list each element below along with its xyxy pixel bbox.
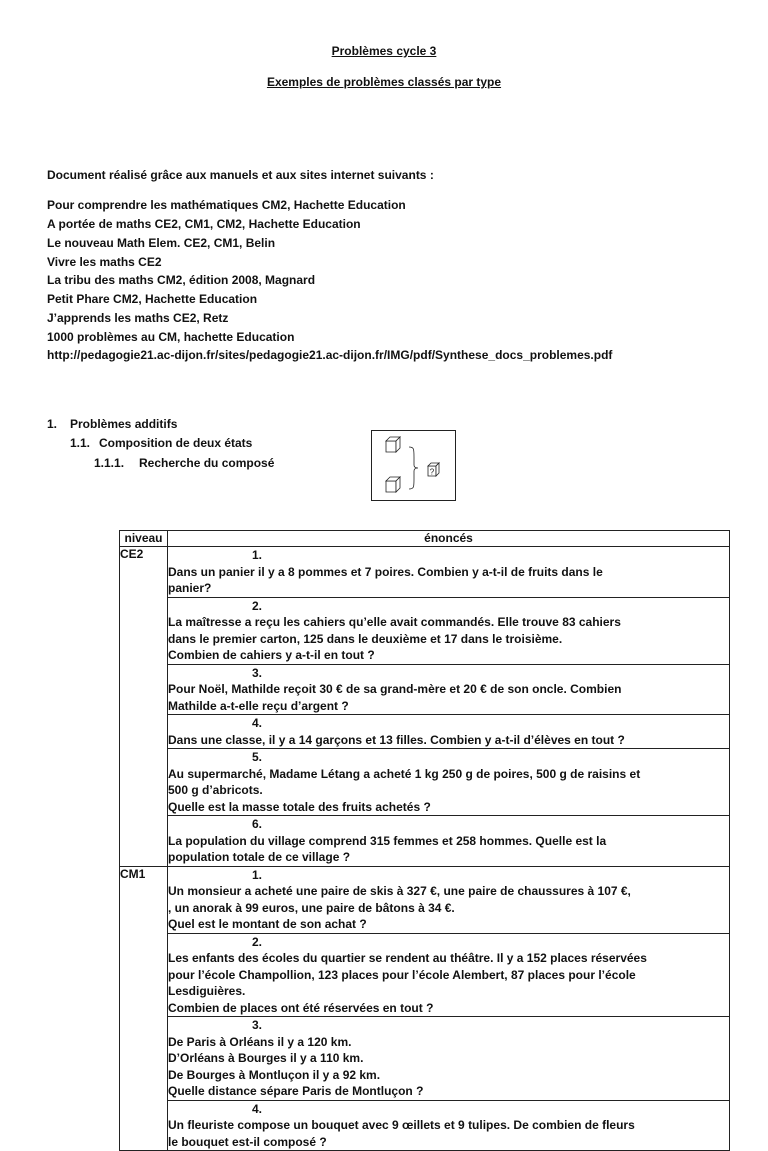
problem-number: 4. (251, 716, 262, 730)
table-row (120, 749, 730, 816)
heading-number: 1.1.1. (94, 456, 125, 470)
table-row (120, 715, 730, 749)
sources-intro: Document réalisé grâce aux manuels et aux sites internet suivants : (47, 168, 434, 182)
table-row (120, 866, 730, 933)
heading-text: Recherche du composé (139, 456, 275, 470)
header-level: niveau (120, 531, 168, 547)
composition-diagram (371, 430, 456, 501)
table-row (120, 1017, 730, 1101)
table-row (120, 816, 730, 867)
composition-diagram-drawing (372, 431, 455, 500)
problem-cell (168, 816, 730, 867)
problem-text: La maîtresse a reçu les cahiers qu’elle avait commandés. Elle trouve 83 cahiers dans le premier carton, 125 dans le deuxième et 17 dans le troisième. Combien de cahiers y a-t-il en tout ? (168, 615, 621, 662)
level-cell: CM1 (120, 866, 168, 1151)
source-item: Vivre les maths CE2 (47, 255, 162, 269)
problem-number: 2. (251, 934, 262, 949)
table-header-row (120, 531, 730, 547)
heading-number: 1. (47, 417, 58, 431)
problem-number: 1. (251, 548, 262, 562)
problem-cell (168, 749, 730, 816)
problem-text: Pour Noël, Mathilde reçoit 30 € de sa grand-mère et 20 € de son oncle. Combien Mathilde a-t-elle reçu d’argent ? (168, 682, 622, 713)
source-item: La tribu des maths CM2, édition 2008, Magnard (47, 273, 316, 287)
problem-cell (168, 597, 730, 664)
problem-text: Dans une classe, il y a 14 garçons et 13 filles. Combien y a-t-il d’élèves en tout ? (168, 732, 625, 747)
problem-number: 3. (251, 1018, 262, 1032)
problem-cell (168, 664, 730, 715)
table-row (120, 597, 730, 664)
problem-cell (168, 933, 730, 1017)
problem-number: 6. (251, 817, 262, 831)
problem-text: Au supermarché, Madame Létang a acheté 1 kg 250 g de poires, 500 g de raisins et 500 g d’abricots. Quelle est la masse totale des fruits achetés ? (168, 766, 641, 814)
problem-cell (168, 547, 730, 598)
problem-cell (168, 715, 730, 749)
document-subtitle: Exemples de problèmes classés par type (266, 75, 502, 89)
problem-number: 5. (251, 750, 262, 764)
table-row (120, 933, 730, 1017)
document-title: Problèmes cycle 3 (331, 44, 437, 58)
header-statements: énoncés (168, 531, 730, 547)
brace-icon (409, 447, 418, 489)
table-row (120, 1100, 730, 1151)
source-item: Petit Phare CM2, Hachette Education (47, 292, 258, 306)
source-item: A portée de maths CE2, CM1, CM2, Hachette Education (47, 217, 361, 231)
level-cell: CE2 (120, 547, 168, 867)
unknown-label: ? (429, 467, 435, 477)
source-url: http://pedagogie21.ac-dijon.fr/sites/pedagogie21.ac-dijon.fr/IMG/pdf/Synthese_docs_problemes.pdf (47, 348, 613, 362)
table-row (120, 664, 730, 715)
source-item: J’apprends les maths CE2, Retz (47, 311, 229, 325)
cube-bottom-icon (386, 477, 400, 492)
problem-text: Les enfants des écoles du quartier se rendent au théâtre. Il y a 152 places réservées pour l’école Champollion, 123 places pour l’école Alembert, 87 places pour l’école Lesdiguières. Combien de places ont été réservées en tout ? (168, 951, 647, 1015)
source-item: Pour comprendre les mathématiques CM2, Hachette Education (47, 198, 406, 212)
problem-text: Dans un panier il y a 8 pommes et 7 poires. Combien y a-t-il de fruits dans le panier? (168, 564, 603, 595)
table-row (120, 547, 730, 598)
problem-number: 3. (251, 665, 262, 680)
heading-number: 1.1. (70, 436, 91, 450)
problem-text: Un fleuriste compose un bouquet avec 9 œillets et 9 tulipes. De combien de fleurs le bouquet est-il composé ? (168, 1118, 635, 1149)
heading-text: Problèmes additifs (70, 417, 178, 431)
problem-text: La population du village comprend 315 femmes et 258 hommes. Quelle est la population totale de ce village ? (168, 833, 607, 864)
problem-cell (168, 1100, 730, 1151)
problem-cell (168, 866, 730, 933)
problem-number: 2. (251, 598, 262, 613)
cube-top-icon (386, 437, 400, 452)
problem-cell (168, 1017, 730, 1101)
problem-text: Un monsieur a acheté une paire de skis à 327 €, une paire de chaussures à 107 €, , un anorak à 99 euros, une paire de bâtons à 34 €. Quel est le montant de son achat ? (168, 884, 631, 931)
problem-number: 4. (251, 1101, 262, 1116)
source-item: Le nouveau Math Elem. CE2, CM1, Belin (47, 236, 276, 250)
problem-text: De Paris à Orléans il y a 120 km. D’Orléans à Bourges il y a 110 km. De Bourges à Montluçon il y a 92 km. Quelle distance sépare Paris de Montluçon ? (168, 1034, 424, 1098)
problems-table (119, 530, 730, 1151)
source-item: 1000 problèmes au CM, hachette Education (47, 330, 295, 344)
heading-text: Composition de deux états (99, 436, 253, 450)
problem-number: 1. (251, 867, 262, 882)
